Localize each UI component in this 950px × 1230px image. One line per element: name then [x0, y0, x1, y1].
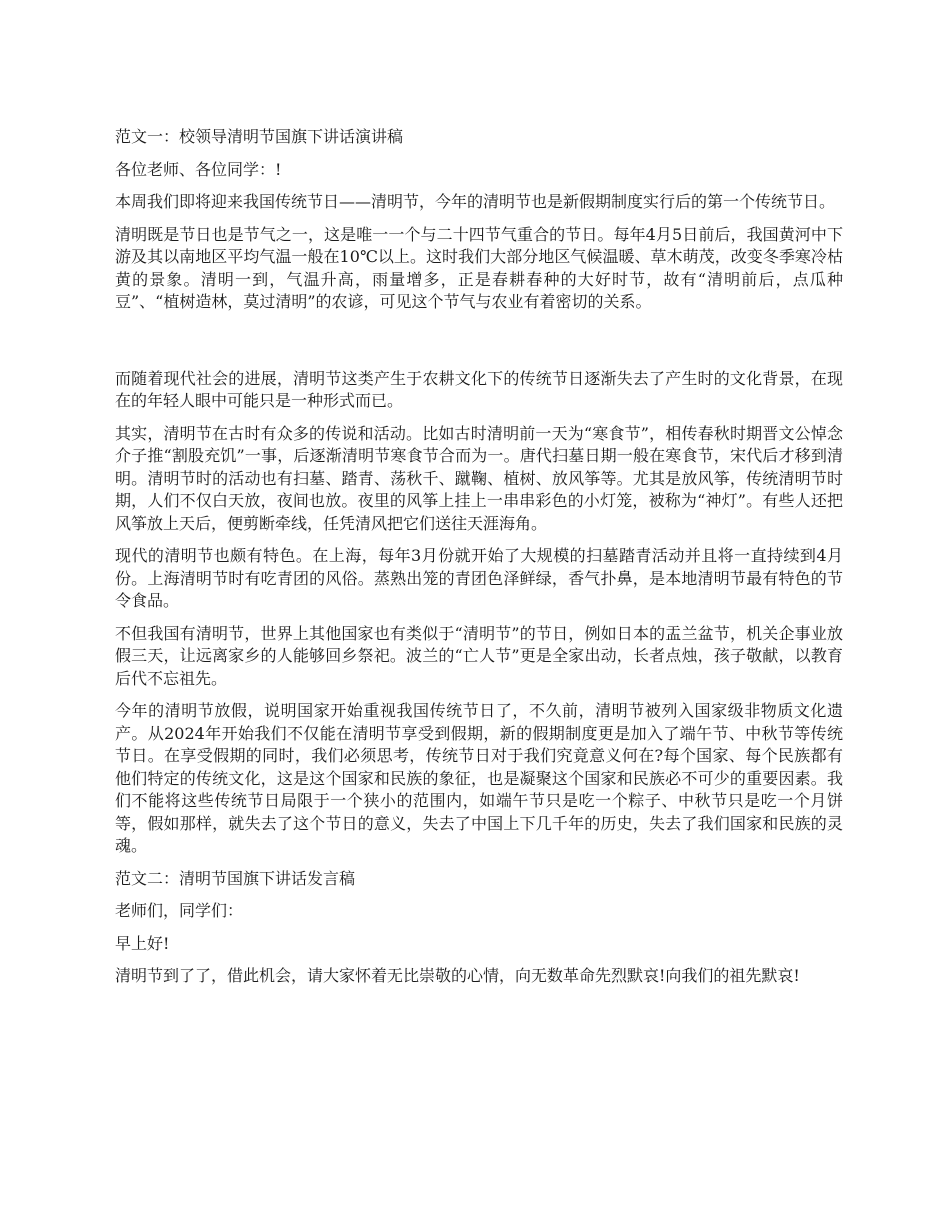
- paragraph-other-countries: 不但我国有清明节，世界上其他国家也有类似于“清明节”的节日，例如日本的盂兰盆节，机关企事业放假三天，让远离家乡的人能够回乡祭祀。波兰的“亡人节”更是全家出动，长者点烛，孩子敬献，以教育后代不忘祖先。: [115, 623, 843, 688]
- paragraph-intro: 本周我们即将迎来我国传统节日——清明节，今年的清明节也是新假期制度实行后的第一个传统节日。: [115, 192, 836, 211]
- paragraph-holiday-meaning: 今年的清明节放假，说明国家开始重视我国传统节日了，不久前，清明节被列入国家级非物质文化遗产。从2024年开始我们不仅能在清明节享受到假期，新的假期制度更是加入了端午节、中秋节等传统节日。在享受假期的同时，我们必须思考，传统节日对于我们究竟意义何在?每个国家、每个民族都有他们特定的传统文化，这是这个国家和民族的象征，也是凝聚这个国家和民族必不可少的重要因素。我们不能将这些传统节日局限于一个狭小的范围内，如端午节只是吃一个粽子、中秋节只是吃一个月饼等，假如那样，就失去了这个节日的意义，失去了中国上下几千年的历史，失去了我们国家和民族的灵魂。: [115, 701, 843, 855]
- section-title-2: 范文二：清明节国旗下讲话发言稿: [115, 868, 356, 888]
- greeting-teachers-students: 老师们，同学们：: [115, 901, 244, 920]
- paragraph-shanghai: 现代的清明节也颇有特色。在上海，每年3月份就开始了大规模的扫墓踏青活动并且将一直持续到4月份。上海清明节时有吃青团的风俗。蒸熟出笼的青团色泽鲜绿，香气扑鼻，是本地清明节最有特色的节令食品。: [115, 546, 843, 610]
- section-title-1: 范文一：校领导清明节国旗下讲话演讲稿: [115, 127, 404, 146]
- paragraph-silence-tribute: 清明节到了了，借此机会，请大家怀着无比崇敬的心情，向无数革命先烈默哀!向我们的祖先默哀!: [115, 966, 800, 985]
- blank-space: [115, 324, 843, 368]
- greeting-morning: 早上好!: [115, 933, 170, 953]
- salutation: 各位老师、各位同学：!: [115, 159, 282, 179]
- paragraph-solar-term: 清明既是节日也是节气之一，这是唯一一个与二十四节气重合的节日。每年4月5日前后，我国黄河中下游及其以南地区平均气温一般在10℃以上。这时我们大部分地区气候温暖、草木萌茂，改变冬季寒冷枯黄的景象。清明一到，气温升高，雨量增多，正是春耕春种的大好时节，故有“清明前后，点瓜种豆”、“植树造林，莫过清明”的农谚，可见这个节气与农业有着密切的关系。: [115, 224, 843, 311]
- paragraph-modern-society: 而随着现代社会的进展，清明节这类产生于农耕文化下的传统节日逐渐失去了产生时的文化背景，在现在的年轻人眼中可能只是一种形式而已。: [115, 368, 843, 410]
- paragraph-legends: 其实，清明节在古时有众多的传说和活动。比如古时清明前一天为“寒食节”，相传春秋时期晋文公悼念介子推“割股充饥”一事，后逐渐清明节寒食节合而为一。唐代扫墓日期一般在寒食节，宋代后才移到清明。清明节时的活动也有扫墓、踏青、荡秋千、蹴鞠、植树、放风筝等。尤其是放风筝，传统清明节时期，人们不仅白天放，夜间也放。夜里的风筝上挂上一串串彩色的小灯笼，被称为“神灯”。有些人还把风筝放上天后，便剪断牵线，任凭清风把它们送往天涯海角。: [115, 423, 843, 533]
- document-body: [115, 126, 843, 998]
